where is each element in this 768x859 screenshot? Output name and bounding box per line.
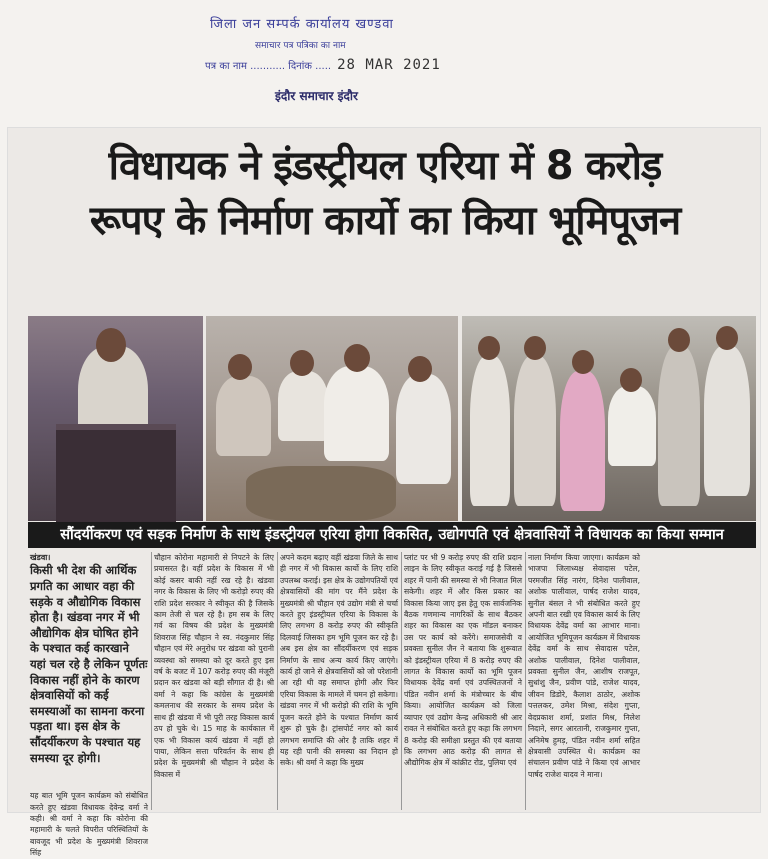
article-dateline: खंडवा। [30, 553, 51, 562]
photo-crowd-ceremony [462, 316, 756, 521]
headline-line-1: विधायक ने इंडस्ट्रीयल एरिया में 8 करोड़ [108, 143, 662, 189]
article-body [28, 552, 756, 858]
stamp-date: 28 MAR 2021 [337, 57, 441, 73]
stamp-date-prefix: पत्र का नाम ........... दिनांक ..... [205, 61, 332, 72]
photo-strip [28, 316, 756, 521]
office-stamp [205, 14, 545, 104]
stamp-source-label: समाचार पत्र पत्रिका का नाम [255, 41, 346, 51]
headline-line-2: रूपए के निर्माण कार्यो का किया भूमिपूजन [89, 198, 681, 244]
article-col1-body: यह बात भूमि पूजन कार्यक्रम को संबोधित करते हुए खंडवा विधायक देवेन्द्र वर्मा ने कही। श्री वर्मा ने कहा कि कोरोना की महामारी के चलते विपरीत परिस्थितियों के बावजूद भी प्रदेश के मुख्यमंत्री शिवराज सिंह [30, 791, 148, 858]
photo-caption: सौंदर्यीकरण एवं सड़क निर्माण के साथ इंडस्ट्रीयल एरिया होगा विकसित, उद्योगपति एवं क्षेत्रवासियों ने विधायक का किया सम्मान [28, 522, 756, 548]
article-lead: किसी भी देश की आर्थिक प्रगति का आधार वहा की सड़के व औद्योगिक विकास होता है। खंडवा नगर में भी औद्योगिक क्षेत्र घोषित होने के पश्चात कई कारखाने यहां चल रहे है लेकिन पूर्णतः विकास नहीं होने के कारण क्षेत्रवासियों को कई समस्याओं का सामना करना पड़ता था। इस क्षेत्र के सौंदर्यीकरण के पश्चात यह समस्या दूर होगी। [30, 563, 148, 765]
stamp-date-line [205, 57, 545, 73]
photo-bhoomipujan-ritual [206, 316, 458, 521]
article-column-4: प्लांट पर भी 9 करोड़ रुपए की राशि प्रदान लाइन के लिए स्वीकृत कराई गई है जिससे शहर में पानी की समस्या से भी निजात मिल सकेगी। शहर में और किस प्रकार का विकास किया जाए इस हेतु एक सार्वजनिक बैठक गणमान्य नागरिकों के साथ बैठकर शहर का विकास का एक मॉडल बनाकर उस पर कार्य को करेंगे। समाजसेवी व प्रवक्ता सुनील जैन ने बताया कि शुरूवात को इंडस्ट्रीयल एरिया में 8 करोड़ रुपए की लागत के विकास कार्यो का भूमि पूजन विधायक देवेंद्र वर्मा एवं उपस्थितजनों ने पंडित नवीन शर्मा के मंत्रोच्चार के बीच किया। आयोजित कार्यक्रम को जिला व्यापार एवं उद्योग केन्द्र अधिकारी श्री आर रावत ने संबोधित करते हुए कहा कि लगभग 8 करोड़ की समीक्षा प्रस्तुत की एवं बताया कि लगभग आठ करोड़ की लागत से औद्योगिक क्षेत्र में कांक्रीट रोड, पुलिया एवं [404, 553, 522, 768]
stamp-office: जिला जन सम्पर्क कार्यालय खण्डवा [210, 17, 394, 32]
photo-speaker-at-podium [28, 316, 203, 521]
article-column-5: नाला निर्माण किया जाएगा। कार्यक्रम को भाजपा जिलाध्यक्ष सेवादास पटेल, परमजीत सिंह नारंग, दिनेश पालीवाल, अशोक पालीवाल, पार्षद राजेश यादव, सुनील बंसल ने भी संबोधित करते हुए अपनी बात रखी एव विकास कार्य के लिए विधायक देवेंद्र वर्मा का आभार माना। आयोजित भूमिपूजन कार्यक्रम में विधायक देवेंद्र वर्मा के साथ सेवादास पटेल, अशोक पालीवाल, दिनेश पालीवाल, प्रवक्ता सुनील जैन, आशीष राजपूत, सुधांशु जैन, प्रवीण पांडे, राजेश यादव, जीवन डिडोरे, कैलाश ठाठोर, अशोक पत्तलकर, उमेश मिश्रा, संदेश गुप्ता, वेदप्रकाश शर्मा, प्रशांत मिश्र, निलेश निदाने, सगर आरतानी, राजकुमार गुप्ता, अनिमेष हुमड़, पंडित नवीन शर्मा सहित क्षेत्रवासी उपस्थित थे। कार्यक्रम का संचालन प्रवीण पांडे ने किया एवं आभार पार्षद राजेश यादव ने माना। [528, 553, 640, 779]
article-column-1 [30, 552, 148, 858]
article-column-3: अपने कदम बढ़ाए वहीं खंडवा जिले के साथ ही नगर में भी विकास कार्यो के लिए राशि उपलब्ध कराई। इस क्षेत्र के उद्योगपतियों एवं क्षेत्रवासियों की मांग पर मैंने प्रदेश के मुख्यमंत्री श्री चौहान एवं उद्योग मंत्री से चर्चा करते हुए इंडस्ट्रीयल एरिया के विकास के लिए लगभग 8 करोड़ रुपए की स्वीकृति दिलवाई जिसका हम भूमि पूजन कर रहे है। अब इस क्षेत्र का सौंदर्यीकरण एवं सड़क निर्माण के साथ अन्य कार्य किए जाएंगे। कार्य हो जाने से क्षेत्रवासियों को जो परेशानी आ रही थी वह समाप्त होगी और फिर एरिया विकास के मामले में चमन हो सकेगा। खंडवा नगर में भी करोड़ो की राशि के भूमि पूजन करते होने के पश्चात निर्माण कार्य शुरू हो चुके है। ट्रांसपोर्ट नगर को कार्य लगभग समाप्ति की ओर है ताकि शहर में यह रही पानी की समस्या का निदान हो सके। श्री वर्मा ने कहा कि मुख्य [280, 553, 398, 768]
headline [15, 140, 755, 250]
stamp-newspaper: इंदौर समाचार इंदौर [275, 89, 358, 103]
article-column-2: चौहान कोरोना महामारी से निपटने के लिए प्रयासरत है। वहीं प्रदेश के विकास में भी कोई कसर बाकी नहीं रख रहे है। खंडवा नगर के विकास के लिए भी करोड़ो रुपए की राशि प्रदेश सरकार ने स्वीकृत की है जिसके काम तेजी से चल रहे है। हम सब के लिए गर्व का विषय की प्रदेश के मुख्यमंत्री शिवराज सिंह चौहान ने स्व. नंदकुमार सिंह चौहान एवं मेरे अनुरोध पर खंडवा को पुरानी व्यवस्था को समस्या को दूर करते हुए इस वर्ष के बजट में 107 करोड़ रुपए की मंजूरी प्रदान कर खंडवा को बड़ी सौगात दी है। श्री वर्मा ने कहा कि कांग्रेस के मुख्यमंत्री कमलनाथ की सरकार के समय प्रदेश के साथ ही खंडवा में भी पूरी तरह विकास कार्य ठप हो चुके थे। 15 माह के कार्यकाल में एक भी विकास कार्य खंडवा में नहीं हो पाया, लेकिन सत्ता परिवर्तन के साथ ही प्रदेश के मुख्यमंत्री श्री चौहान ने प्रदेश के विकास में [154, 553, 274, 779]
